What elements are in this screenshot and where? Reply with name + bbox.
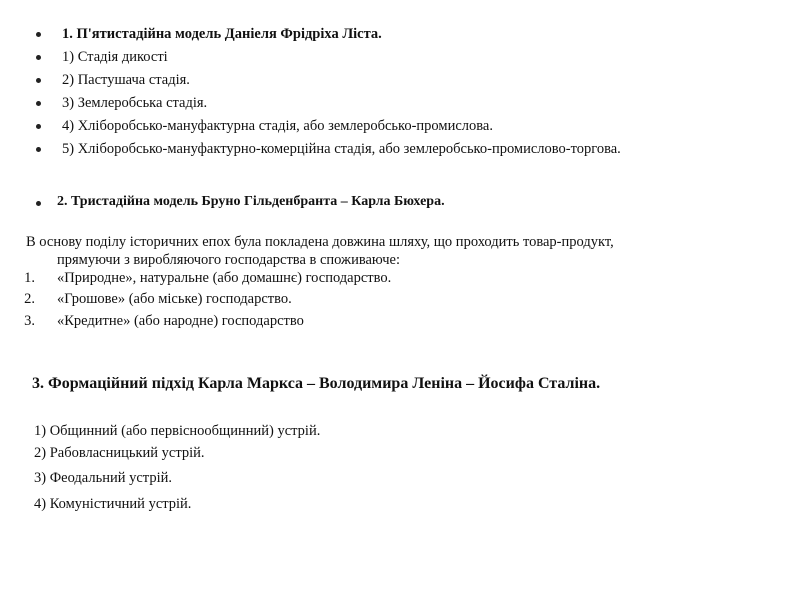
list-number: 3. [24,313,35,329]
section-3-item: 1) Общинний (або первіснообщинний) устрій. [34,423,321,439]
bullet-icon [36,147,41,152]
section-2-item: «Природне», натуральне (або домашнє) господарство. [57,270,392,286]
bullet-icon [36,124,41,129]
list-number: 2. [24,291,35,307]
section-1-item: 1) Стадія дикості [62,49,168,65]
section-1-item: 2) Пастушача стадія. [62,72,190,88]
section-2-title: 2. Тристадійна модель Бруно Гільденбранта – Карла Бюхера. [57,194,445,209]
bullet-icon [36,101,41,106]
bullet-icon [36,201,41,206]
bullet-icon [36,55,41,60]
bullet-icon [36,32,41,37]
section-1-item: 5) Хліборобсько-мануфактурно-комерційна стадія, або землеробсько-промислово-торгова. [62,141,621,157]
section-3-item: 3) Феодальний устрій. [34,470,172,486]
section-1-title: 1. П'ятистадійна модель Даніеля Фрідріха Ліста. [62,26,382,42]
section-3-item: 4) Комуністичний устрій. [34,496,192,512]
section-2-item: «Кредитне» (або народне) господарство [57,313,304,329]
section-2-intro: В основу поділу історичних епох була покладена довжина шляху, що проходить товар-продукт, [26,234,614,250]
section-3-item: 2) Рабовласницький устрій. [34,445,205,461]
section-1-item: 4) Хліборобсько-мануфактурна стадія, або землеробсько-промислова. [62,118,493,134]
list-number: 1. [24,270,35,286]
bullet-icon [36,78,41,83]
section-2-item: «Грошове» (або міське) господарство. [57,291,292,307]
section-1-item: 3) Землеробська стадія. [62,95,208,111]
section-3-title: 3. Формаційний підхід Карла Маркса – Володимира Леніна – Йосифа Сталіна. [32,375,601,392]
section-2-intro: прямуючи з виробляючого господарства в споживаюче: [57,252,400,268]
